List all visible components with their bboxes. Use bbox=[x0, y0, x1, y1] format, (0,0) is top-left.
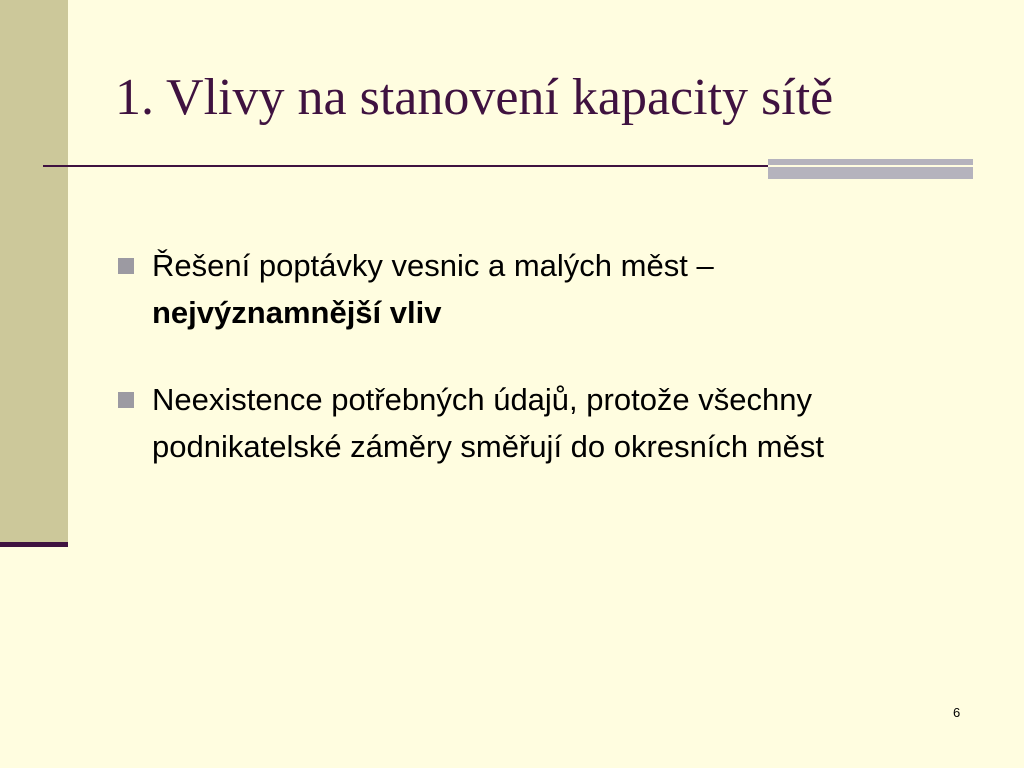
slide-title: 1. Vlivy na stanovení kapacity sítě bbox=[115, 69, 834, 126]
title-underline-gray-block bbox=[768, 159, 973, 179]
bullet-text: Řešení poptávky vesnic a malých měst – bbox=[152, 248, 714, 283]
bullet-list bbox=[115, 242, 915, 510]
bullet-bold-text: nejvýznamnější vliv bbox=[152, 295, 442, 330]
left-sidebar-band bbox=[0, 0, 68, 542]
list-item bbox=[115, 242, 915, 336]
square-bullet-icon bbox=[118, 392, 134, 408]
square-bullet-icon bbox=[118, 258, 134, 274]
list-item bbox=[115, 376, 915, 470]
slide-number: 6 bbox=[953, 705, 961, 720]
bullet-text: Neexistence potřebných údajů, protože všechny podnikatelské záměry směřují do okresních měst bbox=[152, 382, 824, 464]
left-accent-line bbox=[0, 542, 68, 547]
